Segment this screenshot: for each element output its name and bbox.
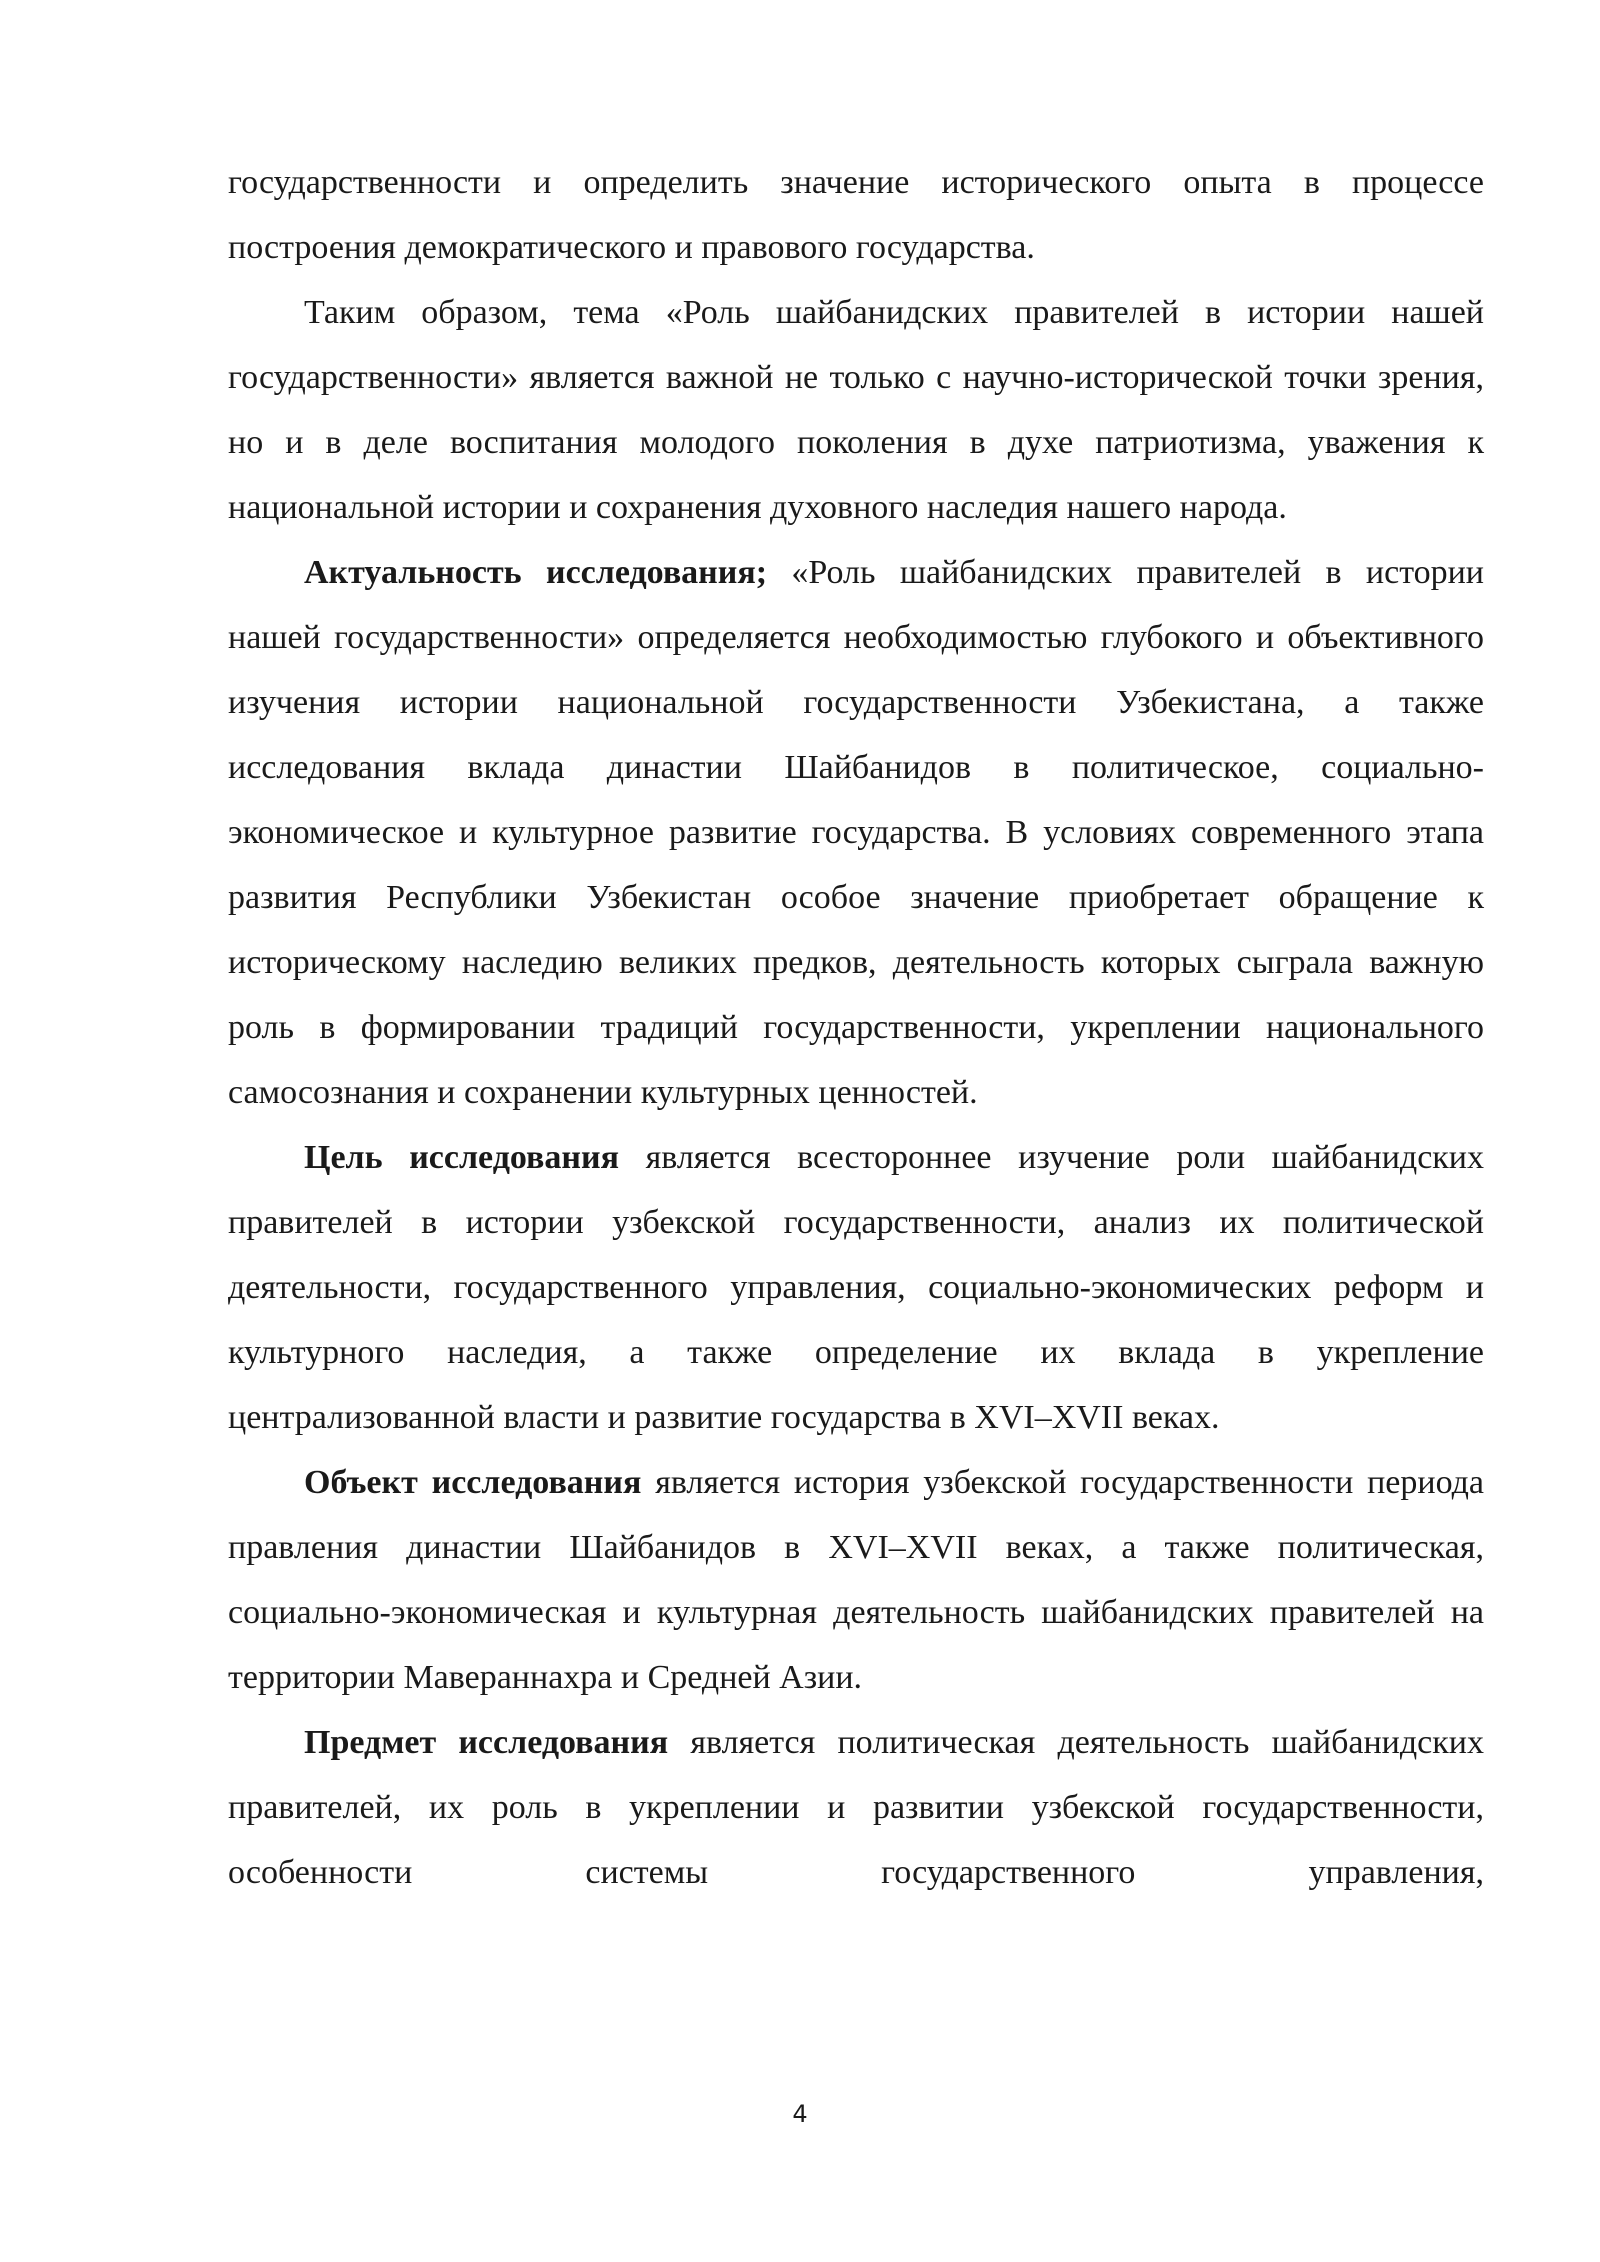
paragraph-text: является всестороннее изучение роли шайбанидских правителей в истории узбекской государственности, анализ их политической деятельности, государственного управления, социально-экономических реформ и культурного наследия, а также определение их вклада в укрепление централизованной власти и развитие государства в XVI–XVII веках. [228,1139,1484,1436]
paragraph-goal [228,1125,1484,1450]
page-number: 4 [792,2100,808,2128]
paragraph-subject [228,1710,1484,1905]
paragraph-text: является история узбекской государственности периода правления династии Шайбанидов в XVI–XVII веках, а также политическая, социально-экономическая и культурная деятельность шайбанидских правителей на территории Мавераннахра и Средней Азии. [228,1464,1484,1696]
paragraph-text: является политическая деятельность шайбанидских правителей, их роль в укреплении и развитии узбекской государственности, особенности системы государственного управления, [228,1724,1484,1891]
paragraph-heading: Объект исследования [304,1464,642,1501]
paragraph-heading: Цель исследования [304,1139,619,1176]
paragraph-object [228,1450,1484,1710]
paragraph-continuation [228,150,1484,280]
paragraph-conclusion [228,280,1484,540]
paragraph-text: государственности и определить значение исторического опыта в процессе построения демократического и правового государства. [228,164,1484,266]
body-text [228,150,1484,1905]
paragraph-text: «Роль шайбанидских правителей в истории нашей государственности» определяется необходимостью глубокого и объективного изучения истории национальной государственности Узбекистана, а также исследования вклада династии Шайбанидов в политическое, социально-экономическое и культурное развитие государства. В условиях современного этапа развития Республики Узбекистан особое значение приобретает обращение к историческому наследию великих предков, деятельность которых сыграла важную роль в формировании традиций государственности, укреплении национального самосознания и сохранении культурных ценностей. [228,554,1484,1111]
paragraph-heading: Предмет исследования [304,1724,669,1761]
paragraph-heading: Актуальность исследования; [304,554,768,591]
paragraph-relevance [228,540,1484,1125]
paragraph-text: Таким образом, тема «Роль шайбанидских правителей в истории нашей государственности» является важной не только с научно-исторической точки зрения, но и в деле воспитания молодого поколения в духе патриотизма, уважения к национальной истории и сохранения духовного наследия нашего народа. [228,294,1484,526]
